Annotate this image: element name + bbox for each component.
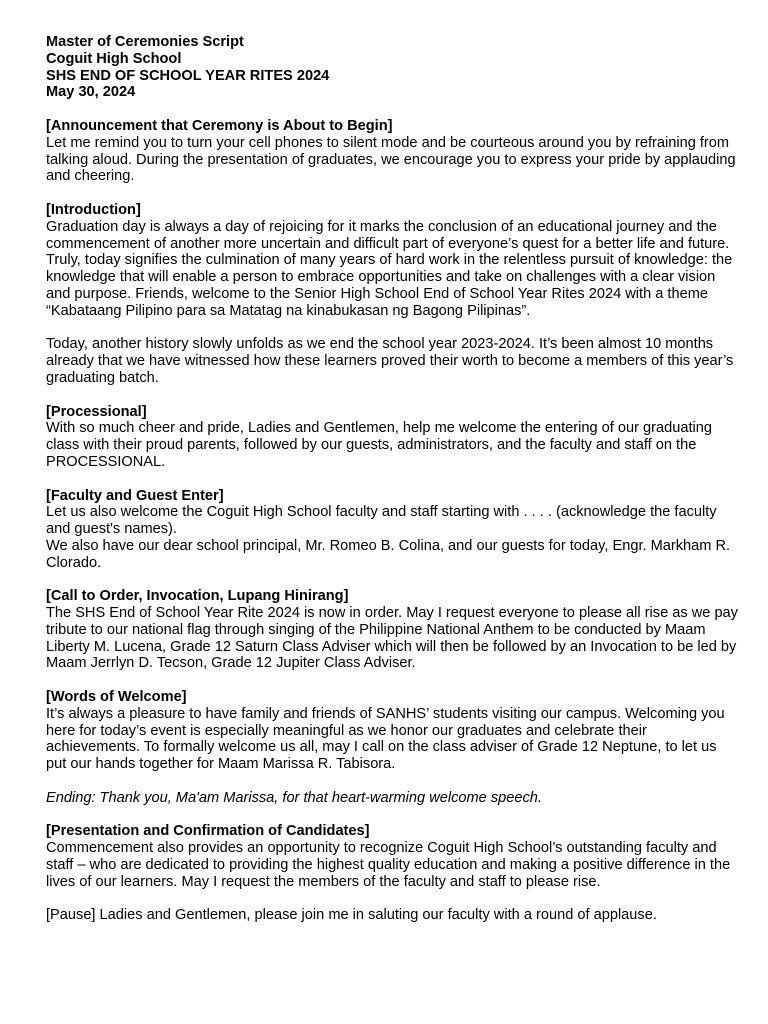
ending-note: Ending: Thank you, Ma'am Marissa, for that heart-warming welcome speech. bbox=[46, 789, 542, 806]
document-title: Master of Ceremonies Script bbox=[46, 34, 244, 50]
section-faculty-guest-enter bbox=[46, 488, 740, 572]
section-words-of-welcome bbox=[46, 689, 740, 807]
section-paragraph: Graduation day is always a day of rejoicing for it marks the conclusion of an educational journey and the commencement of another more uncertain and difficult part of everyone’s quest for a better life and future. Truly, today signifies the culmination of many years of hard work in the relentless pursuit of knowledge: the knowledge that will enable a person to embrace opportunities and take on challenges with a clear vision and purpose. Friends, welcome to the Senior High School End of School Year Rites 2024 with a theme “Kabataang Pilipino para sa Matatag na kinabukasan ng Bagong Pilipinas”. bbox=[46, 218, 733, 319]
section-paragraph: Commencement also provides an opportunity to recognize Coguit High School’s outstanding faculty and staff – who are dedicated to providing the highest quality education and making a positive difference in the lives of our learners. May I request the members of the faculty and staff to please rise. bbox=[46, 840, 731, 890]
event-name: SHS END OF SCHOOL YEAR RITES 2024 bbox=[46, 67, 330, 84]
section-announcement bbox=[46, 118, 740, 185]
section-processional bbox=[46, 404, 740, 471]
section-introduction bbox=[46, 202, 740, 387]
document-page bbox=[46, 34, 740, 924]
section-paragraph: With so much cheer and pride, Ladies and Gentlemen, help me welcome the entering of our graduating class with their proud parents, followed by our guests, administrators, and the faculty and staff on the PROCESSIONAL. bbox=[46, 420, 713, 470]
section-paragraph: Let us also welcome the Coguit High School faculty and staff starting with . . . . (acknowledge the faculty and guest's names). bbox=[46, 504, 717, 538]
section-heading: [Processional] bbox=[46, 403, 147, 420]
school-name: Coguit High School bbox=[46, 50, 182, 67]
section-heading: [Faculty and Guest Enter] bbox=[46, 487, 224, 504]
section-heading: [Call to Order, Invocation, Lupang Hinirang] bbox=[46, 588, 349, 605]
section-heading: [Words of Welcome] bbox=[46, 689, 187, 706]
section-heading: [Introduction] bbox=[46, 201, 141, 218]
script-header bbox=[46, 34, 740, 101]
section-paragraph: [Pause] Ladies and Gentlemen, please join me in saluting our faculty with a round of applause. bbox=[46, 907, 657, 924]
event-date: May 30, 2024 bbox=[46, 84, 136, 101]
section-paragraph: It’s always a pleasure to have family and friends of SANHS’ students visiting our campus. Welcoming you here for today’s event is especially meaningful as we honor our graduates and celebrate their achievements. To formally welcome us all, may I call on the class adviser of Grade 12 Neptune, to let us put our hands together for Maam Marissa R. Tabisora. bbox=[46, 705, 725, 773]
section-heading: [Announcement that Ceremony is About to Begin] bbox=[46, 117, 393, 134]
section-call-to-order bbox=[46, 588, 740, 672]
section-presentation-of-candidates bbox=[46, 823, 740, 924]
section-heading: [Presentation and Confirmation of Candidates] bbox=[46, 823, 370, 840]
section-paragraph: Let me remind you to turn your cell phones to silent mode and be courteous around you by refraining from talking aloud. During the presentation of graduates, we encourage you to express your pride by applauding and cheering. bbox=[46, 134, 736, 185]
section-paragraph: Today, another history slowly unfolds as we end the school year 2023-2024. It’s been almost 10 months already that we have witnessed how these learners proved their worth to become a members of this year’s graduating batch. bbox=[46, 336, 734, 386]
section-paragraph: We also have our dear school principal, Mr. Romeo B. Colina, and our guests for today, Engr. Markham R. Clorado. bbox=[46, 537, 731, 571]
section-paragraph: The SHS End of School Year Rite 2024 is now in order. May I request everyone to please all rise as we pay tribute to our national flag through singing of the Philippine National Anthem to be conducted by Maam Liberty M. Lucena, Grade 12 Saturn Class Adviser which will then be followed by an Invocation to be led by Maam Jerrlyn D. Tecson, Grade 12 Jupiter Class Adviser. bbox=[46, 605, 738, 672]
